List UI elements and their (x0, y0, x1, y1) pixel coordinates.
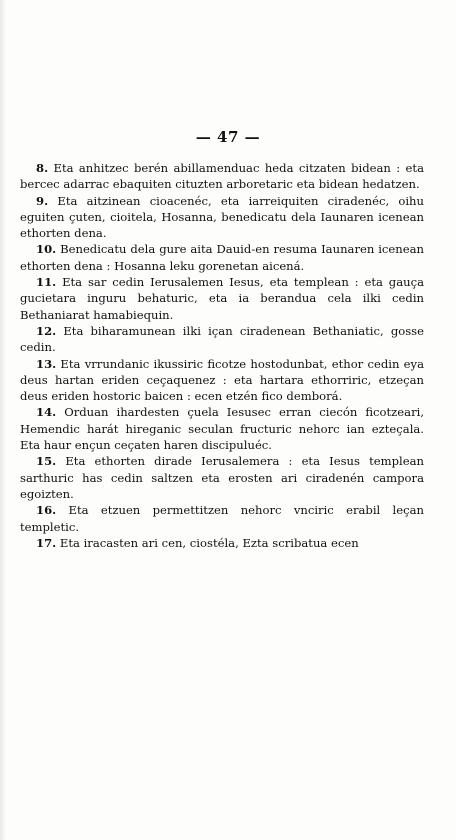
page-number: — 47 — (195, 128, 261, 146)
verse-number: 13. (36, 356, 57, 371)
verse-text: Eta sar cedin Ierusalemen Iesus, eta templean : eta gauça gucietara inguru behaturic, eta ia berandua cela ilki cedin Bethaniarat hamabiequin. (20, 275, 424, 322)
verse-paragraph (20, 535, 424, 551)
verse-number: 10. (36, 242, 57, 257)
verse-paragraph (20, 453, 424, 502)
verse-number: 9. (36, 193, 49, 208)
verse-text-block (20, 160, 424, 551)
verse-text: Eta vrrundanic ikussiric ficotze hostodunbat, ethor cedin eya deus hartan eriden ceçaquenez : eta hartara ethorriric, etzeçan deus eriden hostoric baicen : ecen etzén fico demborá. (20, 356, 424, 404)
verse-text: Eta iracasten ari cen, ciostéla, Ezta scribatua ecen (59, 535, 359, 550)
verse-number: 14. (36, 405, 57, 420)
verse-number: 17. (36, 535, 57, 550)
verse-paragraph (20, 323, 424, 356)
verse-paragraph (20, 404, 424, 453)
verse-number: 11. (36, 275, 57, 290)
verse-text: Eta ethorten dirade Ierusalemera : eta Iesus templean sarthuric has cedin saltzen eta erosten ari ciradenén campora egoizten. (20, 454, 424, 501)
verse-text: Eta etzuen permettitzen nehorc vnciric erabil leçan templetic. (20, 503, 424, 534)
verse-paragraph (20, 274, 424, 323)
verse-paragraph (20, 241, 424, 274)
verse-paragraph (20, 160, 424, 193)
page-gutter-shadow (0, 0, 6, 840)
verse-number: 12. (36, 323, 57, 338)
verse-number: 15. (36, 454, 57, 469)
verse-paragraph (20, 356, 424, 405)
verse-number: 8. (36, 161, 49, 175)
verse-number: 16. (36, 503, 57, 518)
verse-text: Orduan ihardesten çuela Iesusec erran ciecón ficotzeari, Hemendic harát hireganic seculan fructuric nehorc ian ezteçala. Eta haur ençun ceçaten haren discipuluéc. (20, 405, 425, 453)
verse-text: Eta biharamunean ilki içan ciradenean Bethaniatic, gosse cedin. (20, 323, 424, 355)
verse-paragraph (20, 193, 424, 242)
verse-text: Benedicatu dela gure aita Dauid-en resuma Iaunaren icenean ethorten dena : Hosanna leku gorenetan aicená. (20, 242, 424, 273)
verse-text: Eta anhitzec berén abillamenduac heda citzaten bidean : eta bercec adarrac ebaquiten cituzten arboretaric eta bidean hedatzen. (20, 161, 424, 192)
verse-text: Eta aitzinean cioacenéc, eta iarreiquiten ciradenéc, oihu eguiten çuten, cioitela, Hosanna, benedicatu dela Iaunaren icenean ethorten dena. (20, 193, 424, 241)
verse-paragraph (20, 502, 424, 535)
